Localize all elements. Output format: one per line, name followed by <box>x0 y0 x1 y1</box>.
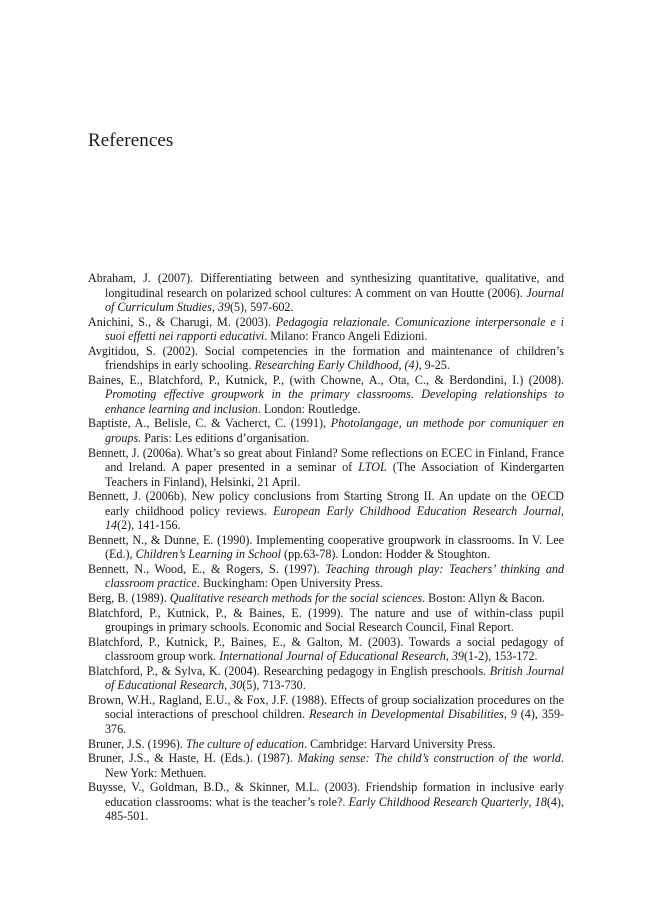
reference-italic-segment: 39 <box>451 649 464 664</box>
reference-italic-segment: 18 <box>534 794 547 809</box>
reference-text-segment: . London: Routledge. <box>257 401 361 416</box>
reference-italic-segment: Researching Early Childhood, (4) <box>254 358 419 373</box>
reference-entry <box>88 737 564 752</box>
reference-text-segment: (4), 359-376. <box>105 707 565 736</box>
reference-text-segment: . Milano: Franco Angeli Edizioni. <box>264 329 428 344</box>
reference-italic-segment: The culture of education <box>185 736 305 751</box>
reference-italic-segment: Promoting effective groupwork in the primary classrooms. Developing relationships to enhance learning and inclusion <box>105 387 564 416</box>
reference-text-segment: . New York: Methuen. <box>105 751 564 780</box>
reference-italic-segment: International Journal of Educational Research <box>219 649 446 664</box>
reference-entry <box>88 591 564 606</box>
reference-entry <box>88 446 564 490</box>
reference-text-segment: , <box>224 678 231 693</box>
reference-list <box>88 271 564 824</box>
reference-entry <box>88 780 564 824</box>
reference-italic-segment: Research in Developmental Disabilities <box>309 707 504 722</box>
reference-text-segment: (2), 141-156. <box>117 518 181 533</box>
reference-italic-segment: 14 <box>105 518 118 533</box>
reference-text-segment: , <box>445 649 452 664</box>
reference-italic-segment: 30 <box>230 678 243 693</box>
reference-entry <box>88 271 564 315</box>
reference-text-segment: . Boston: Allyn & Bacon. <box>422 591 546 606</box>
reference-text-segment: Avgitidou, S. (2002). Social competencies in the formation and maintenance of children’s friendships in early schooling. <box>88 343 564 373</box>
reference-text-segment: (pp.63-78). London: Hodder & Stoughton. <box>281 547 490 562</box>
reference-text-segment: Bruner, J.S. (1996). <box>88 736 186 751</box>
reference-text-segment: Blatchford, P., Kutnick, P., Baines, E., & Galton, M. (2003). Towards a social pedagogy of classroom group work. <box>88 634 564 664</box>
reference-text-segment: Blatchford, P., Kutnick, P., & Baines, E. (1999). The nature and use of within-class pupil groupings in primary schools. Economic and Social Research Council, Final Report. <box>88 605 564 635</box>
reference-italic-segment: Pedagogia relazionale. Comunicazione interpersonale e i suoi effetti nei rapporti educativi <box>105 314 564 344</box>
reference-text-segment: Abraham, J. (2007). Differentiating between and synthesizing quantitative, qualitative, and longitudinal research on polarized school cultures: A comment on van Houtte (2006). <box>88 271 564 300</box>
reference-italic-segment: Teaching through play: Teachers’ thinking and classroom practice <box>105 561 564 591</box>
reference-entry <box>88 635 564 664</box>
reference-text-segment: Bennett, N., & Dunne, E. (1990). Implementing cooperative groupwork in classrooms. In V. Lee (Ed.), <box>88 532 564 562</box>
reference-italic-segment: Children’s Learning in School <box>135 547 282 562</box>
reference-text-segment: , <box>503 707 511 722</box>
reference-entry <box>88 416 564 445</box>
reference-text-segment: , <box>211 300 218 315</box>
reference-entry <box>88 751 564 780</box>
reference-text-segment: , <box>528 794 535 809</box>
reference-entry <box>88 664 564 693</box>
reference-text-segment: , <box>560 503 565 518</box>
reference-text-segment: Bennett, J. (2006a). What’s so great about Finland? Some reflections on ECEC in Finland, France and Ireland. A paper presented in a seminar of <box>88 445 564 475</box>
reference-text-segment: Blatchford, P., & Sylva, K. (2004). Researching pedagogy in English preschools. <box>88 663 490 678</box>
reference-italic-segment: British Journal of Educational Research <box>105 663 564 693</box>
reference-text-segment: Buysse, V., Goldman, B.D., & Skinner, M.L. (2003). Friendship formation in inclusive early education classrooms: what is the teacher’s role?. <box>88 780 564 809</box>
reference-italic-segment: 9 <box>510 707 517 722</box>
reference-text-segment: Bruner, J.S., & Haste, H. (Eds.). (1987). <box>88 751 298 766</box>
reference-italic-segment: Qualitative research methods for the social sciences <box>169 591 423 606</box>
reference-text-segment: Anichini, S., & Charugi, M. (2003). <box>88 314 276 329</box>
reference-text-segment: . Cambridge: Harvard University Press. <box>304 736 496 751</box>
reference-text-segment: Bennett, J. (2006b). New policy conclusions from Starting Strong II. An update on the OECD early childhood policy reviews. <box>88 489 564 518</box>
reference-text-segment: (5), 713-730. <box>242 678 306 693</box>
reference-text-segment: Brown, W.H., Ragland, E.U., & Fox, J.F. (1988). Effects of group socialization procedures on the social interactions of preschool children. <box>88 692 564 722</box>
reference-entry <box>88 562 564 591</box>
reference-italic-segment: 39 <box>217 300 230 315</box>
reference-text-segment: Baines, E., Blatchford, P., Kutnick, P., (with Chowne, A., Ota, C., & Berdondini, I.) (2008). <box>88 372 564 387</box>
reference-text-segment: Baptiste, A., Belisle, C. & Vacherct, C. (1991), <box>88 416 331 431</box>
reference-text-segment: (The Association of Kindergarten Teachers in Finland), Helsinki, 21 April. <box>105 460 564 489</box>
reference-text-segment: (5), 597-602. <box>229 300 294 315</box>
reference-text-segment: Berg, B. (1989). <box>88 591 170 606</box>
reference-text-segment: . Buckingham: Open University Press. <box>196 576 384 591</box>
reference-italic-segment: Making sense: The child’s construction of the world <box>297 751 561 766</box>
reference-entry <box>88 373 564 417</box>
reference-text-segment: Bennett, N., Wood, E., & Rogers, S. (1997). <box>88 561 326 576</box>
reference-entry <box>88 533 564 562</box>
reference-entry <box>88 344 564 373</box>
reference-italic-segment: LTOL <box>358 460 387 475</box>
reference-text-segment: Paris: Les editions d’organisation. <box>141 431 310 446</box>
reference-italic-segment: European Early Childhood Education Research Journal <box>273 503 561 518</box>
page-title: References <box>88 130 174 151</box>
reference-italic-segment: Early Childhood Research Quarterly <box>348 794 529 809</box>
reference-italic-segment: Journal of Curriculum Studies <box>105 285 564 315</box>
reference-italic-segment: Photolangage, un methode por comuniquer en groups. <box>105 416 564 446</box>
reference-entry <box>88 315 564 344</box>
reference-text-segment: , 9-25. <box>418 358 450 373</box>
reference-text-segment: (4), 485-501. <box>105 794 564 824</box>
reference-text-segment: (1-2), 153-172. <box>463 649 538 664</box>
reference-entry <box>88 693 564 737</box>
reference-entry <box>88 489 564 533</box>
reference-entry <box>88 606 564 635</box>
